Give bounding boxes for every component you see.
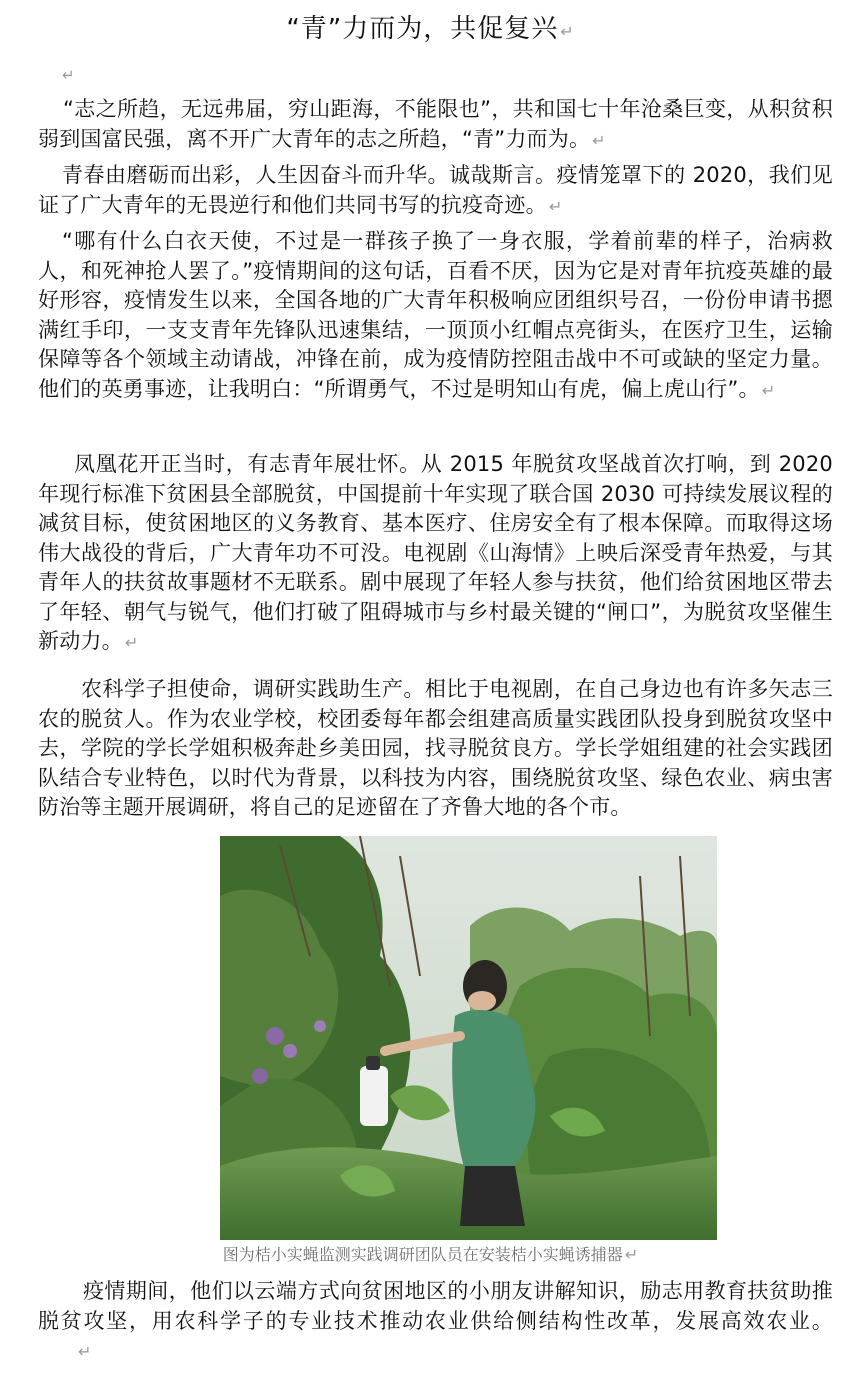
photo-caption-text: 图为桔小实蝇监测实践调研团队员在安装桔小实蝇诱捕器 bbox=[222, 1245, 623, 1264]
paragraph-mark-icon: ↵ bbox=[78, 1342, 92, 1361]
orchard-photo-illustration bbox=[220, 836, 717, 1240]
paragraph-mark-icon: ↵ bbox=[592, 130, 606, 150]
paragraph-mark-icon: ↵ bbox=[560, 22, 575, 41]
paragraph-2 bbox=[38, 161, 833, 221]
paragraph-4 bbox=[38, 450, 833, 658]
document-title bbox=[0, 12, 861, 49]
paragraph-1 bbox=[38, 95, 833, 155]
paragraph-6 bbox=[38, 1277, 833, 1367]
photo-caption bbox=[0, 1245, 861, 1265]
paragraph-text: “志之所趋，无远弗届，穷山距海，不能限也”，共和国七十年沧桑巨变，从积贫积弱到国富民强，离不开广大青年的志之所趋，“青”力而为。 bbox=[38, 97, 833, 151]
paragraph-text: 疫情期间，他们以云端方式向贫困地区的小朋友讲解知识，励志用教育扶贫助推脱贫攻坚，用农科学子的专业技术推动农业供给侧结构性改革，发展高效农业。 bbox=[38, 1279, 833, 1333]
field-research-photo bbox=[220, 836, 717, 1240]
paragraph-mark-icon: ↵ bbox=[761, 380, 776, 400]
paragraph-text: 农科学子担使命，调研实践助生产。相比于电视剧，在自己身边也有许多矢志三农的脱贫人。作为农业学校，校团委每年都会组建高质量实践团队投身到脱贫攻坚中去，学院的学长学姐积极奔赴乡美田园，找寻脱贫良方。学长学姐组建的社会实践团队结合专业特色，以时代为背景，以科技为内容，围绕脱贫攻坚、绿色农业、病虫害防治等主题开展调研，将自己的足迹留在了齐鲁大地的各个市。 bbox=[38, 677, 833, 819]
paragraph-3 bbox=[38, 227, 833, 405]
document-title-text: “青”力而为，共促复兴 bbox=[286, 14, 559, 44]
paragraph-mark-icon: ↵ bbox=[548, 196, 563, 216]
paragraph-mark-icon: ↵ bbox=[124, 633, 139, 652]
paragraph-text: “哪有什么白衣天使，不过是一群孩子换了一身衣服，学着前辈的样子，治病救人，和死神抢人罢了。”疫情期间的这句话，百看不厌，因为它是对青年抗疫英雄的最好形容，疫情发生以来，全国各地的广大青年积极响应团组织号召，一份份申请书摁满红手印，一支支青年先锋队迅速集结，一顶顶小红帽点亮街头，在医疗卫生，运输保障等各个领域主动请战，冲锋在前，成为疫情防控阻击战中不可或缺的坚定力量。他们的英勇事迹，让我明白：“所谓勇气，不过是明知山有虎，偏上虎山行”。 bbox=[38, 229, 833, 401]
paragraph-mark-icon: ↵ bbox=[62, 66, 75, 84]
paragraph-5 bbox=[38, 675, 833, 823]
paragraph-text: 青春由磨砺而出彩，人生因奋斗而升华。诚哉斯言。疫情笼罩下的 2020，我们见证了广大青年的无畏逆行和他们共同书写的抗疫奇迹。 bbox=[38, 163, 833, 217]
paragraph-mark-icon: ↵ bbox=[624, 1245, 639, 1264]
paragraph-text: 凤凰花开正当时，有志青年展壮怀。从 2015 年脱贫攻坚战首次打响，到 2020 年现行标准下贫困县全部脱贫，中国提前十年实现了联合国 2030 可持续发展议程的减贫目标，使贫困地区的义务教育、基本医疗、住房安全有了根本保障。而取得这场伟大战役的背后，广大青年功不可没。电视剧《山海情》上映后深受青年热爱，与其青年人的扶贫故事题材不无联系。剧中展现了年轻人参与扶贫，他们给贫困地区带去了年轻、朝气与锐气，他们打破了阻碍城市与乡村最关键的“闸口”，为脱贫攻坚催生新动力。 bbox=[38, 452, 833, 653]
